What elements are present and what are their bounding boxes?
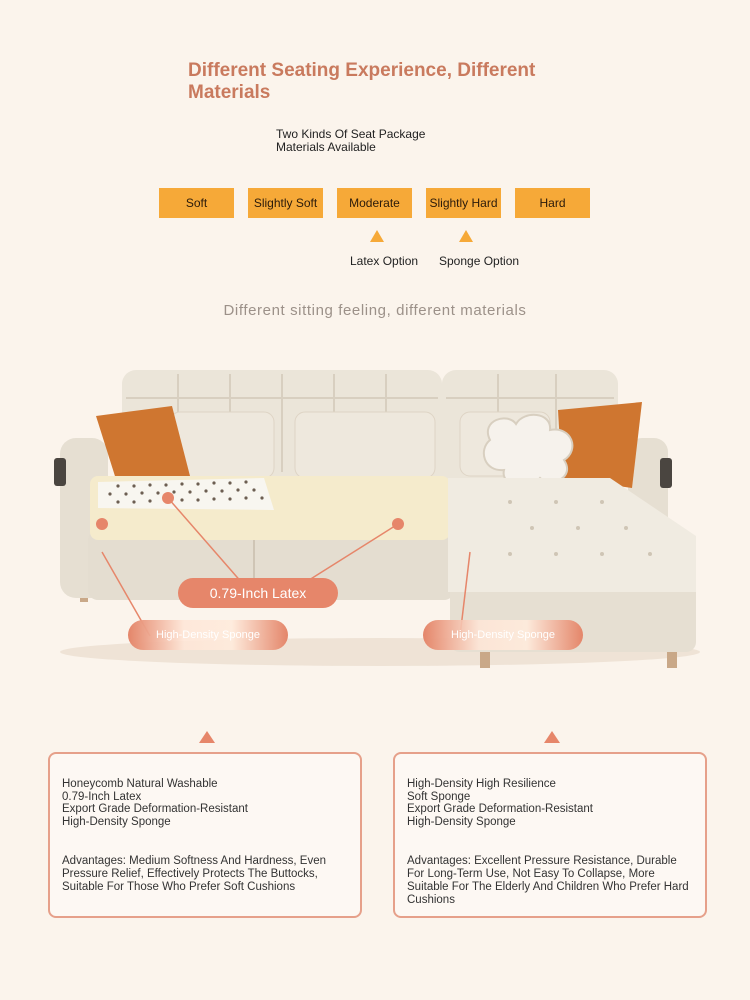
- sponge-card-pointer-icon: [544, 731, 560, 743]
- page-subtitle: Two Kinds Of Seat Package Materials Available: [276, 127, 426, 154]
- latex-card-pointer-icon: [199, 731, 215, 743]
- firmness-hard: Hard: [515, 188, 590, 218]
- firmness-slightly-soft: Slightly Soft: [248, 188, 323, 218]
- latex-advantages-text: Advantages: Medium Softness And Hardness, Even Pressure Relief, Effectively Protects The Buttocks, Suitable For Those Who Prefer Soft Cushions: [62, 855, 327, 893]
- sponge-callout-left: High-Density Sponge: [128, 620, 288, 650]
- firmness-slightly-hard: Slightly Hard: [426, 188, 501, 218]
- sponge-option-label: Sponge Option: [439, 254, 520, 268]
- page-title: Different Seating Experience, Different Materials: [188, 60, 536, 103]
- sponge-advantages-text: Advantages: Excellent Pressure Resistance, Durable For Long-Term Use, Not Easy To Collapse, More Suitable For The Elderly And Children Who Prefer Hard Cushions: [407, 855, 689, 906]
- sponge-info-card: [393, 752, 707, 918]
- latex-callout: 0.79-Inch Latex: [178, 578, 338, 608]
- sponge-callout-right: High-Density Sponge: [423, 620, 583, 650]
- firmness-moderate: Moderate: [337, 188, 412, 218]
- latex-info-card: [48, 752, 362, 918]
- latex-materials-text: Honeycomb Natural Washable 0.79-Inch Latex Export Grade Deformation-Resistant High-Density Sponge: [62, 778, 248, 828]
- firmness-soft: Soft: [159, 188, 234, 218]
- sponge-pointer-icon: [459, 230, 473, 242]
- sponge-materials-text: High-Density High Resilience Soft Sponge Export Grade Deformation-Resistant High-Density Sponge: [407, 778, 593, 828]
- latex-option-label: Latex Option: [350, 254, 419, 268]
- tagline: Different sitting feeling, different materials: [223, 302, 527, 319]
- latex-pointer-icon: [370, 230, 384, 242]
